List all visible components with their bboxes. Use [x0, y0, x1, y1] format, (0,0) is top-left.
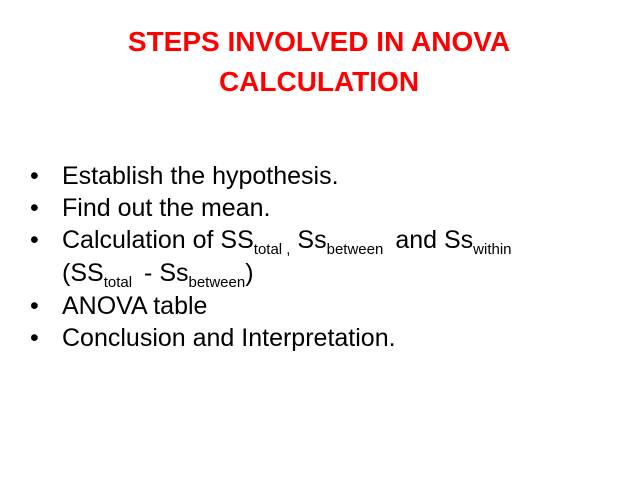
slide-title	[40, 22, 598, 102]
bullet-item-calculation	[30, 224, 620, 290]
bullet-item-hypothesis	[30, 160, 620, 192]
calc-text-4: (SS	[62, 259, 104, 287]
calc-text-1: Calculation of SS	[62, 226, 254, 254]
bullet-text: ANOVA table	[62, 292, 208, 320]
calc-sub-within: within	[473, 241, 512, 258]
bullet-item-conclusion	[30, 322, 620, 354]
bullet-icon: •	[30, 162, 39, 190]
calc-sub-total-2: total	[103, 274, 133, 291]
bullet-text: Find out the mean.	[62, 194, 271, 222]
calc-text-2: Ss	[297, 226, 327, 254]
calc-sub-between: between	[326, 241, 384, 258]
bullet-icon: •	[30, 194, 39, 222]
calc-text-6: )	[245, 259, 254, 287]
title-line-1: STEPS INVOLVED IN ANOVA	[127, 26, 511, 57]
bullet-list	[30, 160, 620, 354]
calc-sub-between-2: between	[188, 274, 246, 291]
bullet-item-mean	[30, 192, 620, 224]
bullet-icon: •	[30, 292, 39, 320]
bullet-icon: •	[30, 324, 39, 352]
bullet-text: Establish the hypothesis.	[62, 162, 339, 190]
calc-sub-total: total ,	[253, 241, 291, 258]
title-line-2: CALCULATION	[218, 66, 420, 97]
bullet-icon: •	[30, 226, 39, 254]
calc-text-3: and Ss	[395, 226, 474, 254]
bullet-item-anova-table	[30, 290, 620, 322]
calc-text-5: - Ss	[144, 259, 189, 287]
bullet-text: Conclusion and Interpretation.	[62, 324, 396, 352]
